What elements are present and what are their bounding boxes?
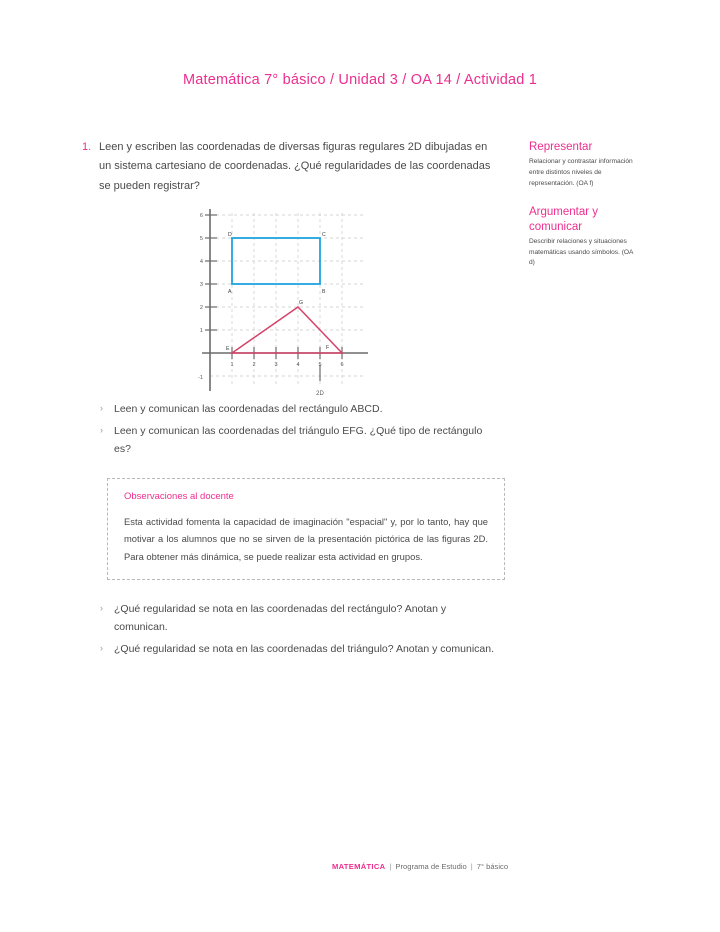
svg-text:3: 3 (274, 362, 278, 368)
svg-text:2: 2 (199, 305, 203, 311)
triangle-vertex-labels (226, 300, 329, 352)
svg-text:1: 1 (199, 328, 203, 334)
observation-text: Esta actividad fomenta la capacidad de imaginación "espacial" y, por lo tanto, hay que motivar a los alumnos que no se sirven de la presentación pictórica de las figuras 2D. Para obtener más dinámica, se puede realizar esta actividad en grupos. (124, 516, 488, 562)
sidebar-heading-argumentar: Argumentar y comunicar (529, 206, 599, 233)
svg-text:2: 2 (252, 362, 256, 368)
page-title: Matemática 7° básico / Unidad 3 / OA 14 / Actividad 1 (182, 72, 538, 88)
svg-text:3: 3 (199, 282, 203, 288)
svg-text:C: C (322, 232, 326, 238)
footer-right: 7° básico (476, 862, 509, 871)
question-number: 1. (82, 141, 92, 153)
list-item-text: ¿Qué regularidad se nota en las coordenadas del rectángulo? Anotan y comunican. (114, 603, 447, 634)
bullet-list-top (100, 400, 500, 462)
sidebar (529, 140, 637, 285)
question-row (82, 138, 502, 196)
svg-text:F: F (326, 345, 330, 351)
y-tick-labels (198, 213, 203, 381)
x-axis-label: 2D (316, 391, 324, 397)
svg-text:5: 5 (318, 362, 322, 368)
list-item (100, 600, 500, 636)
cartesian-graph (196, 205, 386, 400)
rectangle-vertex-labels (228, 232, 326, 295)
chevron-right-icon: › (100, 403, 103, 413)
svg-text:D: D (228, 232, 232, 238)
svg-text:6: 6 (199, 213, 203, 219)
svg-text:4: 4 (296, 362, 300, 368)
svg-text:B: B (322, 289, 326, 295)
svg-text:G: G (299, 300, 304, 306)
observation-title: Observaciones al docente (124, 491, 234, 502)
question-block (82, 138, 502, 196)
footer-separator: | (470, 862, 473, 871)
teacher-observation-box (107, 478, 505, 580)
svg-text:-1: -1 (198, 375, 203, 381)
bullet-list-bottom (100, 600, 500, 662)
sidebar-body-argumentar: Describir relaciones y situaciones matemáticas usando símbolos. (OA d) (529, 238, 634, 267)
list-item-text: Leen y comunican las coordenadas del triángulo EFG. ¿Qué tipo de rectángulo es? (114, 425, 483, 456)
list-item-text: Leen y comunican las coordenadas del rectángulo ABCD. (114, 403, 383, 415)
page-footer (0, 862, 720, 871)
x-tick-labels (230, 362, 343, 368)
footer-middle: Programa de Estudio (395, 862, 467, 871)
chevron-right-icon: › (100, 425, 103, 436)
chevron-right-icon: › (100, 643, 103, 654)
svg-text:E: E (226, 346, 230, 352)
question-text: Leen y escriben las coordenadas de diversas figuras regulares 2D dibujadas en un sistema cartesiano de coordenadas. ¿Qué regularidades de las coordenadas se pueden registrar? (99, 141, 491, 192)
footer-separator: | (389, 862, 392, 871)
sidebar-body-representar: Relacionar y contrastar información entre distintos niveles de representación. (OA f) (529, 158, 633, 187)
y-axis-ticks (205, 215, 217, 330)
grid-lines (210, 213, 364, 387)
svg-text:6: 6 (340, 362, 344, 368)
graph-svg (196, 205, 386, 400)
svg-text:4: 4 (199, 259, 203, 265)
list-item (100, 400, 500, 418)
list-item-text: ¿Qué regularidad se nota en las coordenadas del triángulo? Anotan y comunican. (114, 643, 494, 656)
footer-brand: MATEMÁTICA (331, 862, 386, 871)
sidebar-heading-representar: Representar (529, 141, 593, 153)
svg-text:A: A (228, 289, 232, 295)
list-item (100, 640, 500, 658)
list-item (100, 422, 500, 458)
chevron-right-icon: › (100, 603, 103, 613)
svg-text:1: 1 (230, 362, 234, 368)
svg-text:5: 5 (199, 236, 203, 242)
